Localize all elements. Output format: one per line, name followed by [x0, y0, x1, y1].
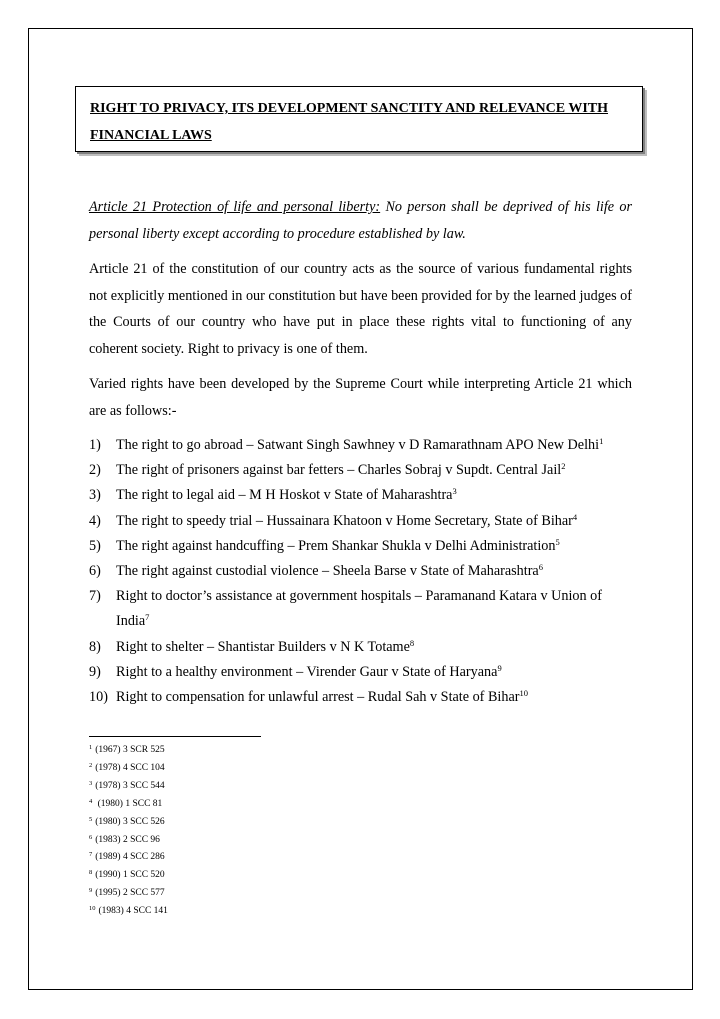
footnote-number: 10 [89, 905, 96, 913]
list-item [89, 483, 632, 508]
list-number: 3) [89, 487, 101, 504]
footnote-ref: 10 [519, 688, 528, 699]
footnote-number: 6 [89, 833, 93, 841]
footnote-text: (1983) 4 SCC 141 [98, 906, 168, 917]
footnote-separator [89, 736, 261, 737]
list-text: The right to legal aid – M H Hoskot v State of Maharashtra [116, 487, 453, 504]
footnote-ref: 9 [497, 662, 502, 673]
list-item [89, 584, 632, 634]
footnote-number: 8 [89, 869, 93, 877]
paragraph-1: Article 21 of the constitution of our country acts as the source of various fundamental rights not explicitly mentioned in our constitution but have been provided for by the learned judges of the Courts of our country who have put in place these rights vital to functioning of any coherent society. Right to privacy is one of them. [89, 261, 632, 357]
list-item [89, 534, 632, 559]
footnote-text: (1967) 3 SCR 525 [95, 745, 165, 755]
footnote-ref: 8 [409, 637, 415, 648]
list-number: 7) [89, 588, 101, 605]
title-box [75, 86, 643, 152]
list-number: 4) [89, 512, 101, 529]
footnote-text: (1989) 4 SCC 286 [95, 852, 165, 863]
list-number: 6) [89, 563, 101, 580]
footnote-text: (1978) 3 SCC 544 [95, 780, 165, 791]
list-text: Right to doctor’s assistance at government hospitals – Paramanand Katara v Union of India [116, 588, 602, 630]
footnote-ref: 3 [452, 486, 457, 497]
footnote-number: 2 [89, 761, 93, 769]
list-number: 9) [89, 663, 101, 680]
list-text: The right to go abroad – Satwant Singh Sawhney v D Ramarathnam APO New Delhi [116, 437, 600, 453]
footnote [89, 796, 168, 814]
article-text: No person shall be deprived of his life or personal liberty except according to procedure established by law. [89, 199, 632, 242]
title-line-1: RIGHT TO PRIVACY, ITS DEVELOPMENT SANCTITY AND RELEVANCE WITH [90, 101, 609, 116]
footnotes [89, 742, 168, 921]
list-item [89, 458, 632, 483]
footnote-ref: 7 [145, 612, 150, 623]
list-item [89, 433, 632, 458]
footnote [89, 742, 168, 760]
footnote-number: 3 [89, 779, 93, 787]
article-heading: Article 21 Protection of life and personal liberty: [89, 199, 381, 215]
footnote-ref: 4 [572, 511, 578, 522]
footnote-text: (1995) 2 SCC 577 [95, 888, 165, 899]
list-text: Right to shelter – Shantistar Builders v N K Totame [116, 638, 410, 655]
title-line-2: FINANCIAL LAWS [90, 128, 212, 143]
list-text: The right to speedy trial – Hussainara Khatoon v Home Secretary, State of Bihar [116, 512, 573, 529]
footnote [89, 778, 168, 796]
footnote-text: (1980) 1 SCC 81 [95, 798, 163, 809]
footnote [89, 814, 168, 832]
list-item [89, 559, 632, 584]
footnote-text: (1983) 2 SCC 96 [95, 834, 160, 845]
footnote [89, 885, 168, 903]
paragraph-2: Varied rights have been developed by the Supreme Court while interpreting Article 21 which are as follows:- [89, 376, 632, 419]
rights-list [89, 433, 632, 710]
list-text: The right of prisoners against bar fetters – Charles Sobraj v Supdt. Central Jail [116, 462, 562, 479]
list-number: 1) [89, 437, 101, 453]
list-number: 2) [89, 462, 101, 479]
footnote-ref: 1 [599, 436, 604, 446]
footnote-number: 4 [89, 797, 93, 805]
footnote [89, 903, 168, 921]
footnote-ref: 5 [555, 536, 560, 547]
footnote-number: 5 [89, 815, 93, 823]
footnote [89, 867, 168, 885]
list-item [89, 509, 632, 534]
document-title [90, 95, 635, 149]
footnote-number: 9 [89, 887, 93, 895]
footnote-ref: 2 [561, 461, 566, 472]
footnote [89, 760, 168, 778]
list-item [89, 685, 632, 710]
list-number: 10) [89, 689, 108, 706]
footnote-text: (1978) 4 SCC 104 [95, 762, 165, 773]
list-item [89, 660, 632, 685]
footnote-number: 1 [89, 744, 93, 751]
footnote [89, 832, 168, 850]
list-number: 8) [89, 638, 101, 655]
footnote [89, 849, 168, 867]
list-text: The right against handcuffing – Prem Shankar Shukla v Delhi Administration [116, 537, 556, 554]
article-21-paragraph [89, 194, 632, 247]
footnote-number: 7 [89, 851, 93, 859]
footnote-text: (1990) 1 SCC 520 [95, 870, 165, 881]
list-text: Right to compensation for unlawful arrest – Rudal Sah v State of Bihar [116, 689, 520, 706]
list-text: Right to a healthy environment – Virender Gaur v State of Haryana [116, 663, 498, 680]
footnote-ref: 6 [538, 562, 543, 573]
list-number: 5) [89, 537, 101, 554]
footnote-text: (1980) 3 SCC 526 [95, 816, 165, 827]
list-text: The right against custodial violence – Sheela Barse v State of Maharashtra [116, 563, 539, 580]
list-item [89, 635, 632, 660]
main-content [89, 194, 632, 710]
